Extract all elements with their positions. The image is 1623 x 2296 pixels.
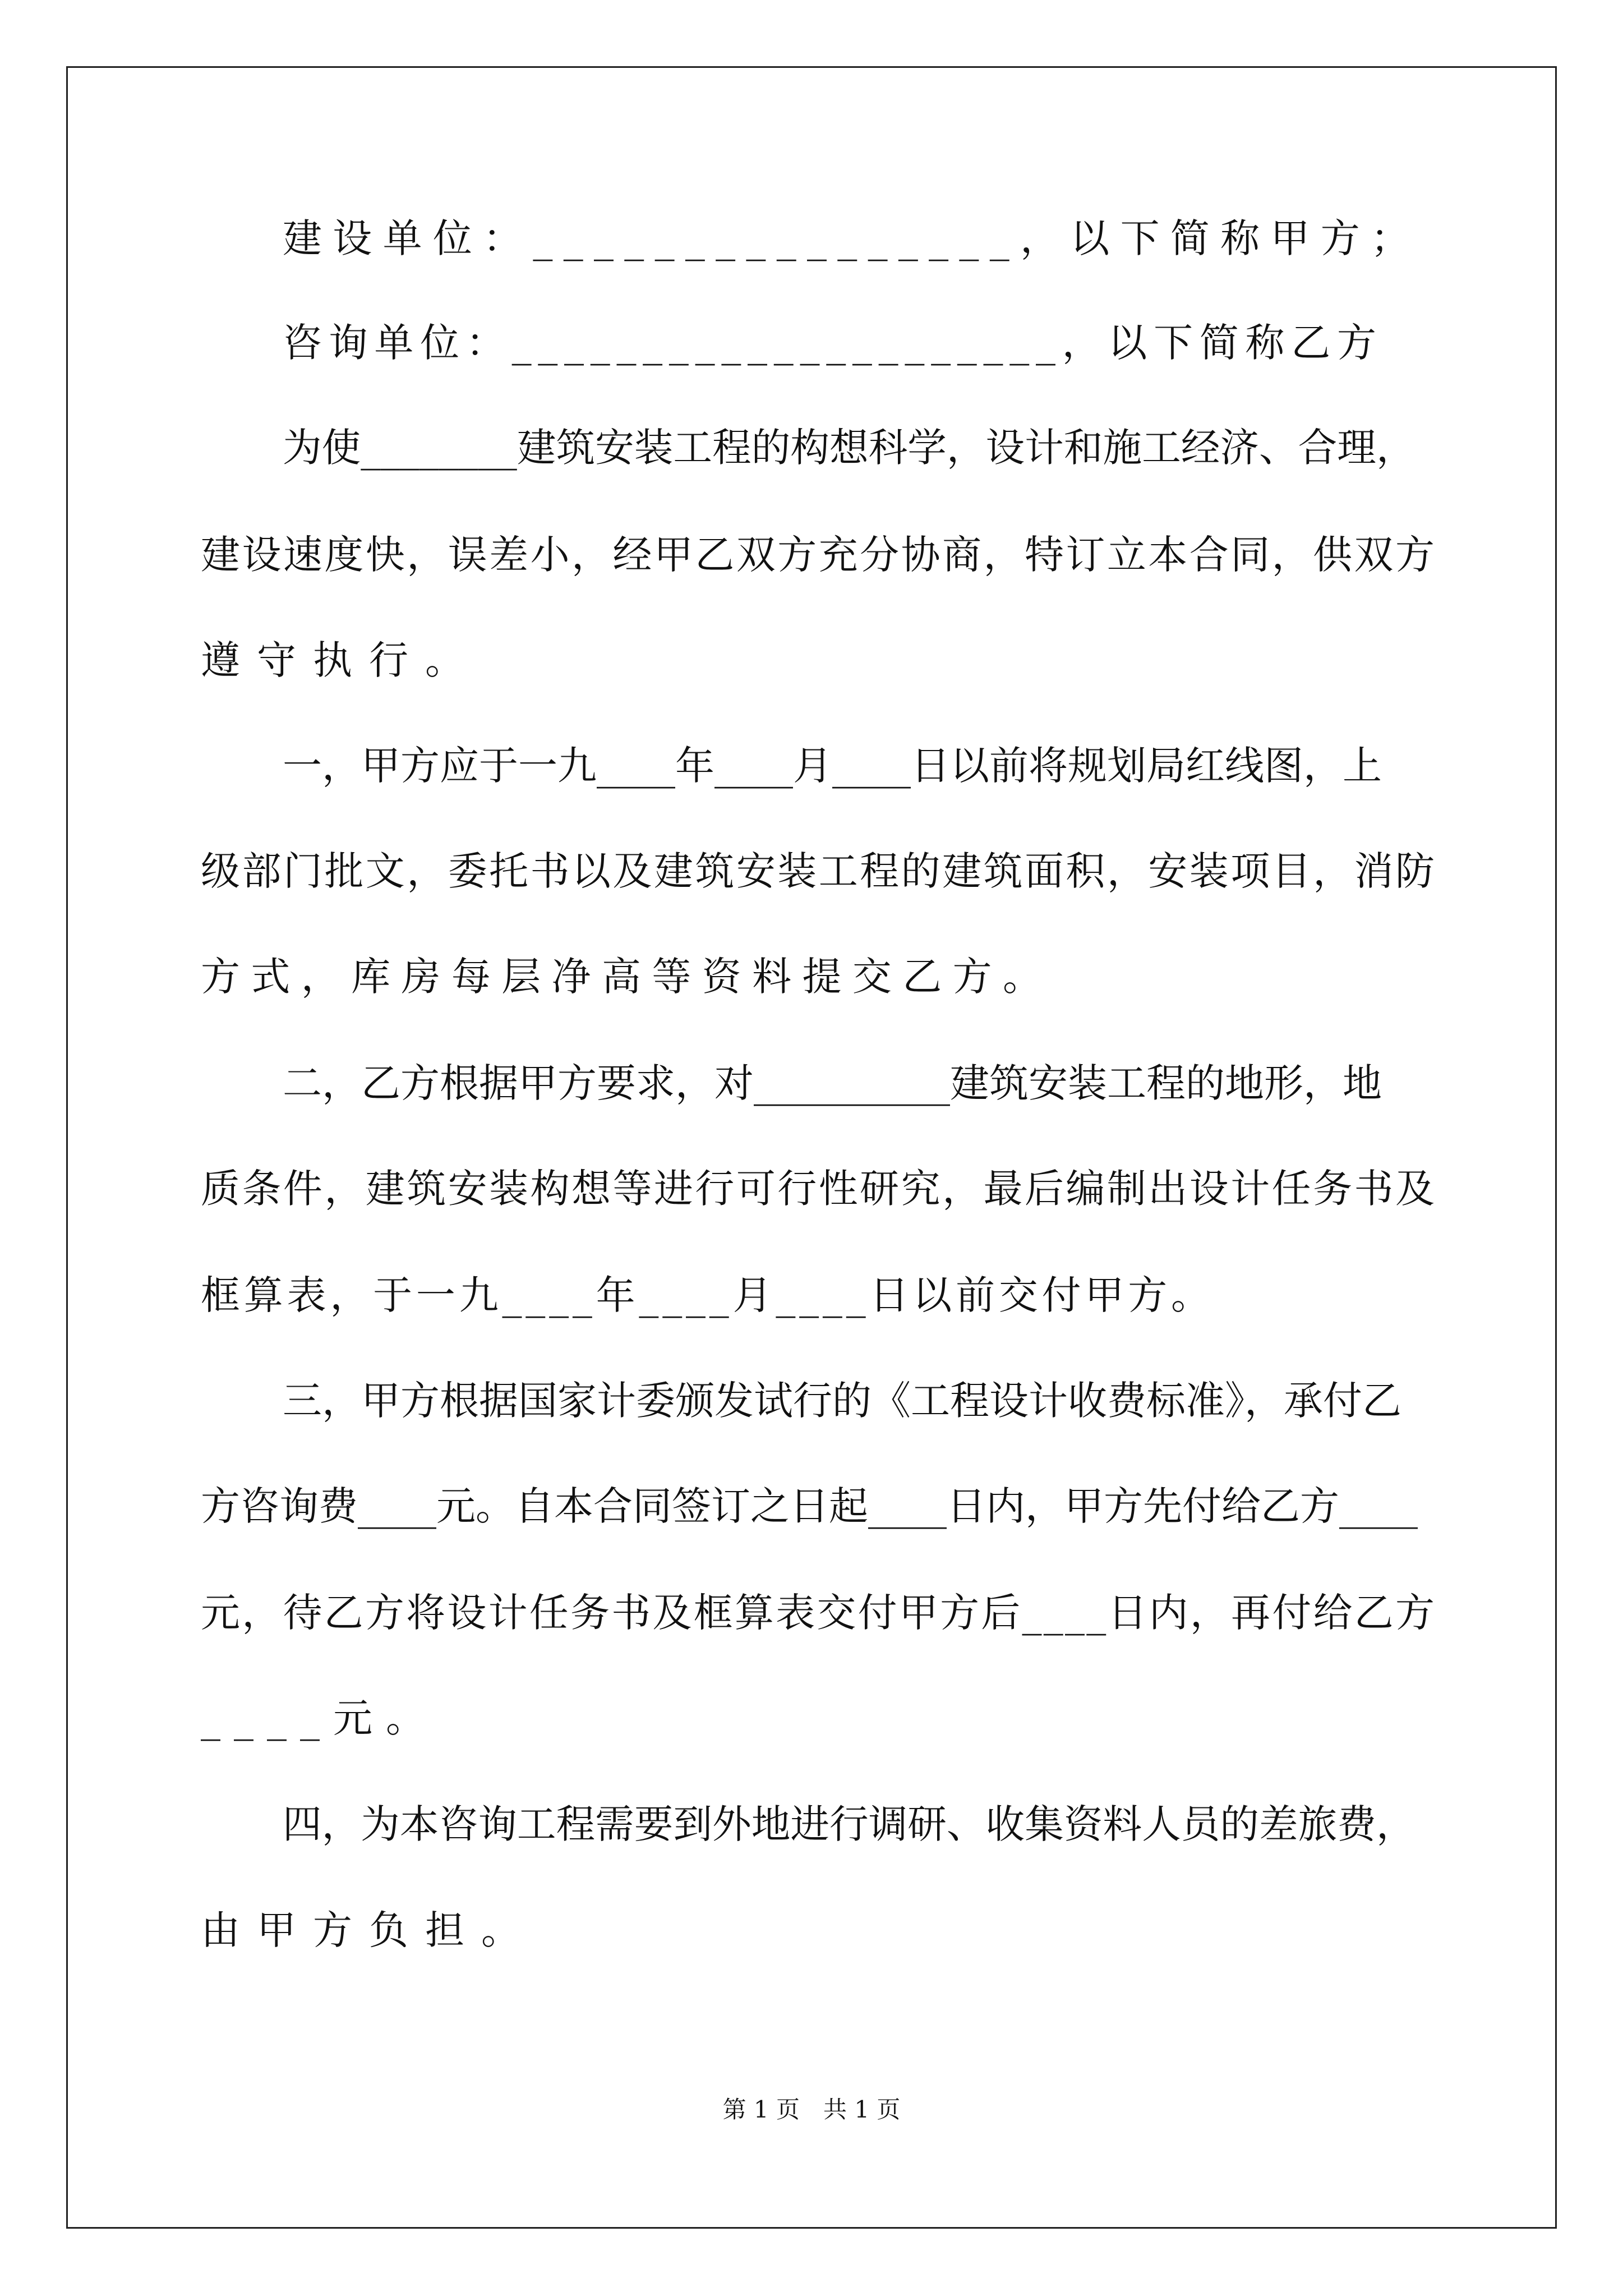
clause-3-line-3: 元，待乙方将设计任务书及框算表交付甲方后____日内，再付给乙方 [201, 1590, 1437, 1636]
party-a-line: 建设单位：________________，以下简称甲方； [283, 215, 1421, 261]
clause-1-line-1: 一，甲方应于一九____年____月____日以前将规划局红线图，上 [283, 743, 1382, 789]
party-b-line: 咨询单位：_____________________，以下简称乙方 [283, 320, 1383, 366]
page-border [66, 66, 1557, 2229]
clause-2-line-3: 框算表，于一九____年____月____日以前交付甲方。 [201, 1272, 1214, 1318]
page-number-footer: 第 1 页 共 1 页 [722, 2096, 901, 2123]
paragraph-intro-line-1: 为使________建筑安装工程的构想科学，设计和施工经济、合理， [283, 425, 1415, 471]
clause-2-line-1: 二，乙方根据甲方要求，对__________建筑安装工程的地形，地 [283, 1060, 1382, 1106]
clause-2-line-2: 质条件，建筑安装构想等进行可行性研究，最后编制出设计任务书及 [201, 1166, 1437, 1212]
clause-1-line-2: 级部门批文，委托书以及建筑安装工程的建筑面积，安装项目，消防 [201, 848, 1437, 894]
paragraph-intro-line-2: 建设速度快，误差小，经甲乙双方充分协商，特订立本合同，供双方 [201, 532, 1437, 578]
clause-3-line-2: 方咨询费____元。自本合同签订之日起____日内，甲方先付给乙方____ [201, 1483, 1418, 1529]
clause-3-line-1: 三，甲方根据国家计委颁发试行的《工程设计收费标准》，承付乙 [283, 1378, 1401, 1424]
clause-1-line-3: 方式，库房每层净高等资料提交乙方。 [201, 954, 1053, 1000]
clause-4-line-2: 由甲方负担。 [201, 1907, 537, 1953]
clause-3-line-4: ____元。 [201, 1695, 439, 1741]
clause-4-line-1: 四，为本咨询工程需要到外地进行调研、收集资料人员的差旅费， [283, 1802, 1415, 1847]
paragraph-intro-line-3: 遵守执行。 [201, 637, 481, 683]
